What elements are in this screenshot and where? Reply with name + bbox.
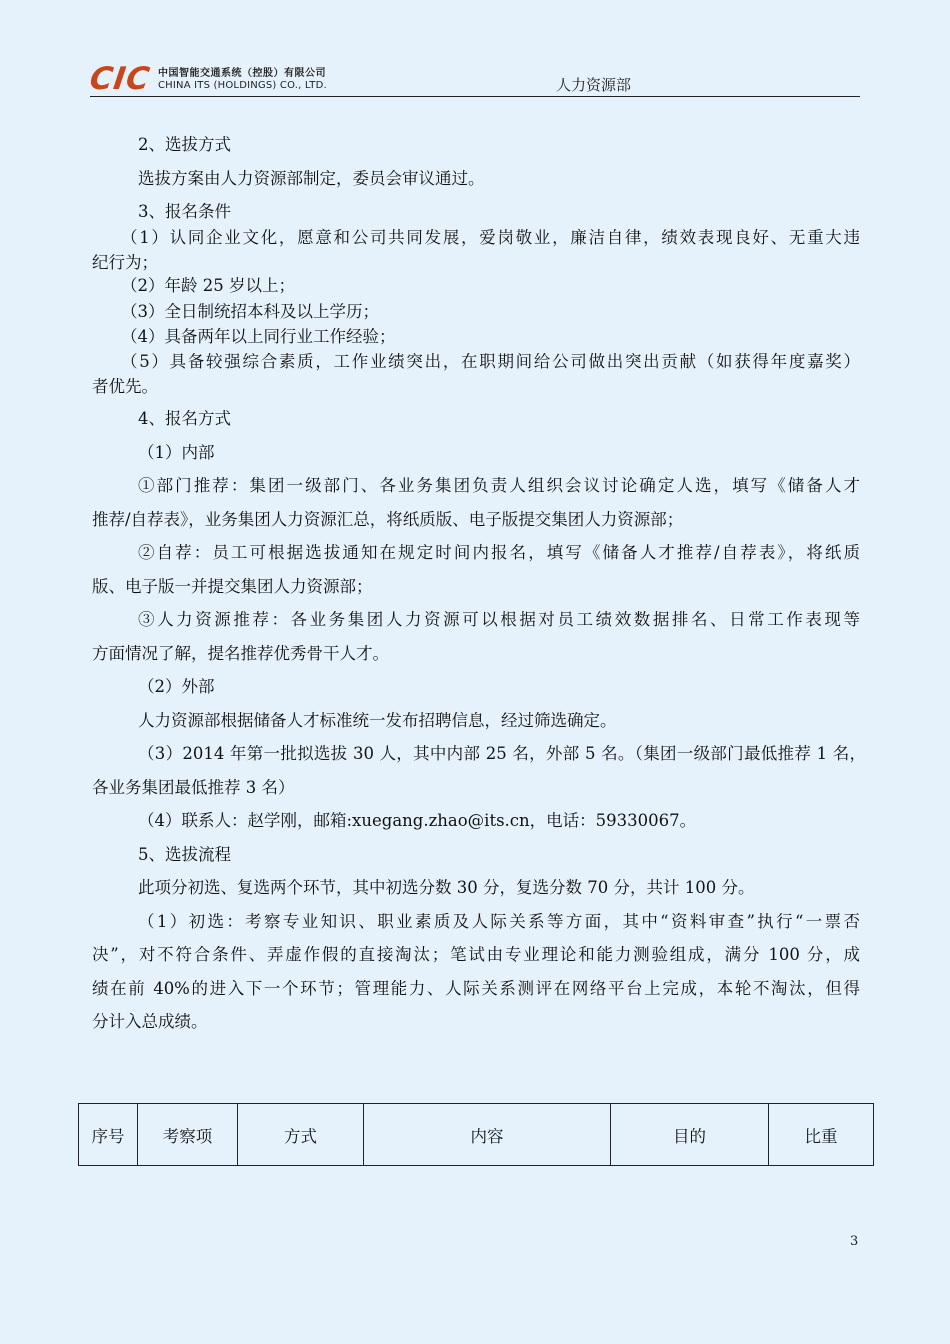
company-name-cn: 中国智能交通系统（控股）有限公司 [158, 68, 326, 79]
section-2-heading: 2、选拔方式 [138, 135, 231, 154]
section-3-heading: 3、报名条件 [138, 202, 231, 221]
preliminary-line-1: （1）初选：考察专业知识、职业素质及人际关系等方面，其中“资料审查”执行“一票否 [138, 912, 860, 931]
preliminary-line-4: 分计入总成绩。 [92, 1012, 208, 1031]
hr-recommend-line-2: 方面情况了解，提名推荐优秀骨干人才。 [92, 644, 389, 663]
self-recommend-line-2: 版、电子版一并提交集团人力资源部； [92, 577, 373, 596]
dept-recommend-line-2: 推荐/自荐表》，业务集团人力资源汇总，将纸质版、电子版提交集团人力资源部； [92, 510, 684, 529]
section-5-heading: 5、选拔流程 [138, 845, 231, 864]
condition-2: （2）年龄 25 岁以上； [121, 276, 295, 295]
dept-recommend-line-1: ①部门推荐：集团一级部门、各业务集团负责人组织会议讨论确定人选，填写《储备人才 [138, 476, 860, 495]
page-header [87, 61, 860, 98]
condition-3: （3）全日制统招本科及以上学历； [121, 302, 379, 321]
condition-1-line-1: （1）认同企业文化，愿意和公司共同发展，爱岗敬业，廉洁自律，绩效表现良好、无重大违 [121, 228, 860, 247]
external-heading: （2）外部 [138, 677, 215, 696]
table-header-cell: 比重 [769, 1104, 874, 1166]
table-header-cell: 内容 [364, 1104, 611, 1166]
company-name [158, 67, 327, 92]
quota-line-1: （3）2014 年第一批拟选拔 30 人，其中内部 25 名，外部 5 名。（集团一级部门最低推荐 1 名， [138, 744, 866, 763]
table-header-cell: 序号 [79, 1104, 138, 1166]
table-header-cell: 方式 [238, 1104, 364, 1166]
section-4-heading: 4、报名方式 [138, 409, 231, 428]
table-header-cell: 目的 [611, 1104, 769, 1166]
internal-heading: （1）内部 [138, 443, 215, 462]
condition-4: （4）具备两年以上同行业工作经验； [121, 327, 396, 346]
company-name-en: CHINA ITS (HOLDINGS) CO., LTD. [158, 80, 327, 91]
page-number: 3 [850, 1234, 859, 1249]
preliminary-line-2: 决”，对不符合条件、弄虚作假的直接淘汰；笔试由专业理论和能力测验组成，满分 100 分，成 [92, 945, 860, 964]
condition-5-line-1: （5）具备较强综合素质，工作业绩突出，在职期间给公司做出突出贡献（如获得年度嘉奖） [121, 352, 860, 371]
hr-recommend-line-1: ③人力资源推荐：各业务集团人力资源可以根据对员工绩效数据排名、日常工作表现等 [138, 610, 860, 629]
table-header-row [79, 1104, 874, 1166]
quota-line-2: 各业务集团最低推荐 3 名） [92, 778, 295, 797]
preliminary-line-3: 绩在前 40%的进入下一个环节；管理能力、人际关系测评在网络平台上完成，本轮不淘汰，但得 [92, 979, 860, 998]
condition-1-line-2: 纪行为； [92, 253, 158, 272]
external-text: 人力资源部根据储备人才标准统一发布招聘信息，经过筛选确定。 [138, 711, 617, 730]
section-2-text: 选拔方案由人力资源部制定，委员会审议通过。 [138, 169, 485, 188]
header-divider [90, 96, 860, 97]
table-header-cell: 考察项 [138, 1104, 238, 1166]
self-recommend-line-1: ②自荐：员工可根据选拔通知在规定时间内报名，填写《储备人才推荐/自荐表》，将纸质 [138, 543, 860, 562]
department-label: 人力资源部 [556, 76, 632, 94]
section-5-text: 此项分初选、复选两个环节，其中初选分数 30 分，复选分数 70 分，共计 100 分。 [138, 878, 755, 897]
condition-5-line-2: 者优先。 [92, 377, 158, 396]
company-logo: CIC [87, 61, 153, 97]
assessment-table [78, 1103, 874, 1166]
contact-info: （4）联系人：赵学刚，邮箱:xuegang.zhao@its.cn，电话：59330067。 [138, 811, 697, 830]
